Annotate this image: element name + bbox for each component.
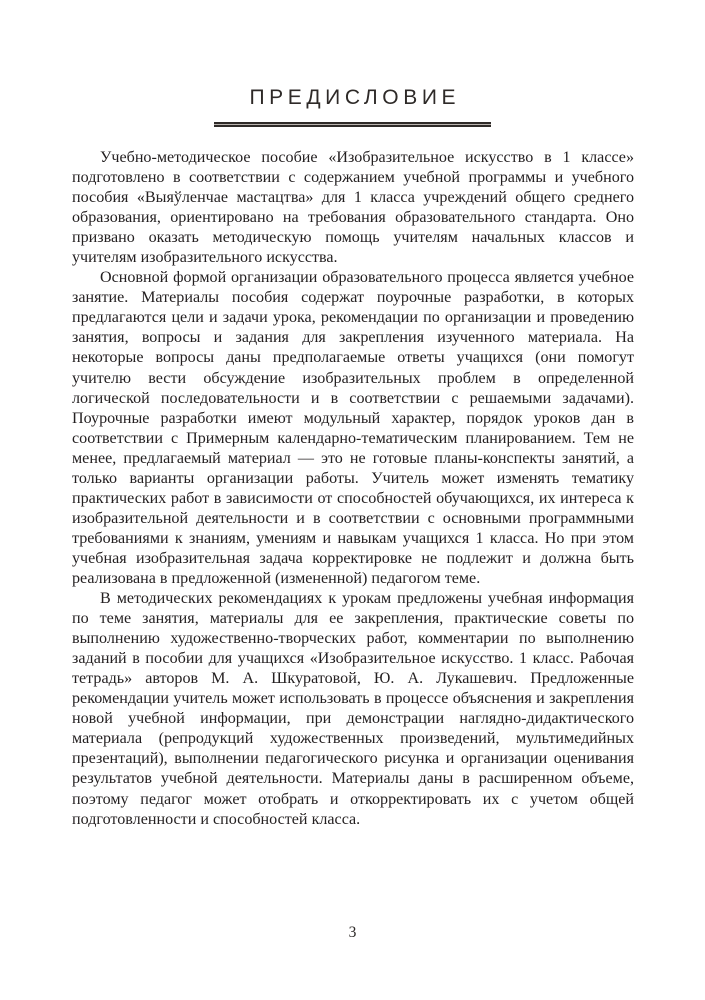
paragraph-1: Учебно-методическое пособие «Изобразительное искусство в 1 классе» подготовлено в соответствии с содержанием учебной программы и учебного пособия «Выяўленчае мастацтва» для 1 класса учреждений общего среднего образования, ориентировано на требования образовательного стандарта. Оно призвано оказать методическую помощь учителям начальных классов и учителям изобразительного искусства. xyxy=(72,149,634,267)
paragraph-3: В методических рекомендациях к урокам предложены учебная информация по теме занятия, материалы для ее закрепления, практические советы по выполнению художественно-творческих работ, комментарии по выполнению заданий в пособии для учащихся «Изобразительное искусство. 1 класс. Рабочая тетрадь» авторов М. А. Шкуратовой, Ю. А. Лукашевич. Предложенные рекомендации учитель может использовать в процессе объяснения и закрепления новой учебной информации, при демонстрации наглядно-дидактического материала (репродукций художественных произведений, мультимедийных презентаций), выполнении педагогического рисунка и организации оценивания результатов учебной деятельности. Материалы даны в расширенном объеме, поэтому педагог может отобрать и откорректировать их с учетом общей подготовленности и способностей класса. xyxy=(72,590,634,828)
body-text xyxy=(72,148,634,830)
heading-block xyxy=(0,86,705,127)
paragraph-2: Основной формой организации образовательного процесса является учебное занятие. Материалы пособия содержат поурочные разработки, в которых предлагаются цели и задачи урока, рекомендации по организации и проведению занятия, вопросы и задания для закрепления изученного материала. На некоторые вопросы даны предполагаемые ответы учащихся (они помогут учителю вести обсуждение изобразительных проблем в определенной логической последовательности и в соответствии с решаемыми задачами). Поурочные разработки имеют модульный характер, порядок уроков дан в соответствии с Примерным календарно-тематическим планированием. Тем не менее, предлагаемый материал — это не готовые планы-конспекты занятий, а только варианты организации работы. Учитель может изменять тематику практических работ в зависимости от способностей обучающихся, их интереса к изобразительной деятельности и в соответствии с основными программными требованиями к знаниям, умениям и навыкам учащихся 1 класса. Но при этом учебная изобразительная задача корректировке не подлежит и должна быть реализована в предложенной (измененной) педагогом теме. xyxy=(72,269,634,587)
title-divider xyxy=(214,122,491,127)
page-title: ПРЕДИСЛОВИЕ xyxy=(249,86,461,109)
divider-rule-bottom xyxy=(214,125,491,127)
page-number: 3 xyxy=(348,924,357,941)
